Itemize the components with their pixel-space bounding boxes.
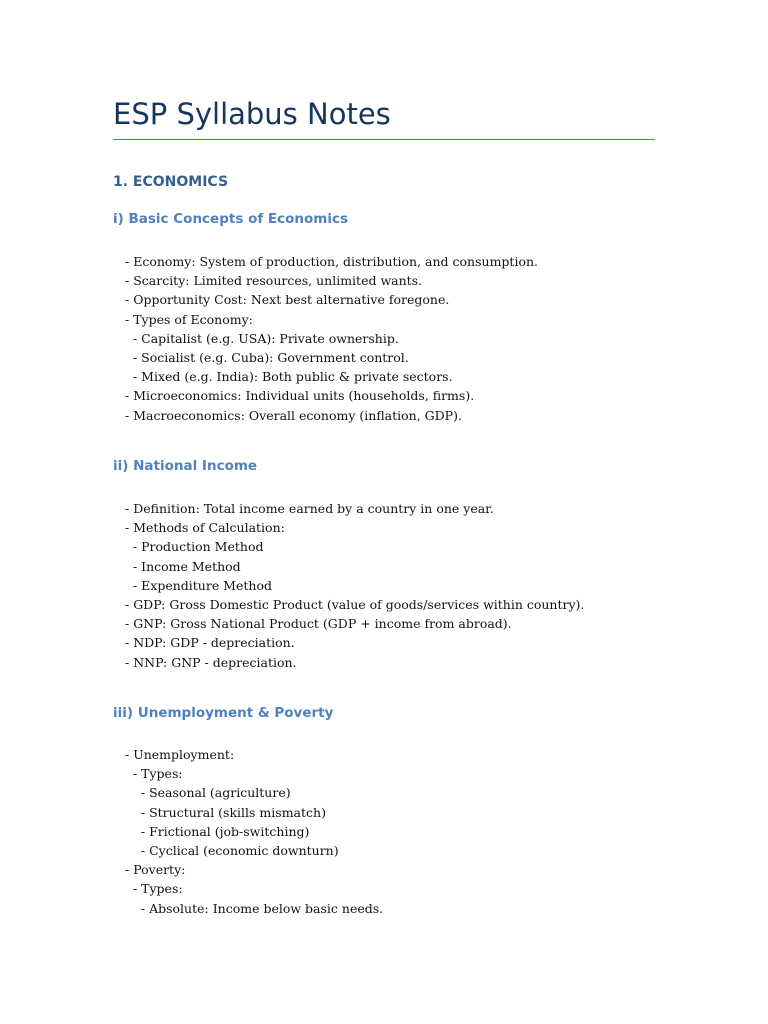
note-line: - Macroeconomics: Overall economy (inflation, GDP). [125,407,462,423]
note-line: - Scarcity: Limited resources, unlimited wants. [125,273,423,289]
note-line: - Income Method [125,558,241,574]
note-line: - Unemployment: [125,747,235,762]
note-line: - Mixed (e.g. India): Both public & private sectors. [125,369,453,385]
note-line: - Types of Economy: [125,311,253,327]
note-line: - Frictional (job-switching) [125,823,310,839]
unemployment-poverty-notes [125,745,383,918]
note-line: - Cyclical (economic downturn) [125,842,339,858]
note-line: - Poverty: [125,862,186,878]
national-income-notes [125,499,584,672]
basic-concepts-notes [125,252,538,425]
note-line: - Definition: Total income earned by a country in one year. [125,501,494,516]
subsection-heading-national-income: ii) National Income [113,458,258,474]
note-line: - Types: [125,881,183,897]
title-underline [113,139,655,140]
note-line: - GDP: Gross Domestic Product (value of goods/services within country). [125,596,585,612]
note-line: - Structural (skills mismatch) [125,804,326,820]
note-line: - Microeconomics: Individual units (households, firms). [125,388,475,404]
note-line: - Methods of Calculation: [125,520,285,536]
subsection-heading-unemployment-poverty: iii) Unemployment & Poverty [113,705,334,721]
note-line: - Seasonal (agriculture) [125,785,291,801]
note-line: - Production Method [125,539,264,555]
section-heading-economics: 1. ECONOMICS [113,174,229,190]
document-title: ESP Syllabus Notes [113,97,391,131]
note-line: - Types: [125,766,183,782]
note-line: - NNP: GNP - depreciation. [125,654,297,670]
note-line: - Economy: System of production, distribution, and consumption. [125,254,538,269]
note-line: - Capitalist (e.g. USA): Private ownership. [125,330,399,346]
note-line: - Absolute: Income below basic needs. [125,900,384,916]
note-line: - Expenditure Method [125,577,272,593]
subsection-heading-basic-concepts: i) Basic Concepts of Economics [113,211,349,227]
note-line: - Opportunity Cost: Next best alternative foregone. [125,292,450,308]
note-line: - NDP: GDP - depreciation. [125,635,295,651]
note-line: - GNP: Gross National Product (GDP + income from abroad). [125,616,512,632]
note-line: - Socialist (e.g. Cuba): Government control. [125,349,409,365]
